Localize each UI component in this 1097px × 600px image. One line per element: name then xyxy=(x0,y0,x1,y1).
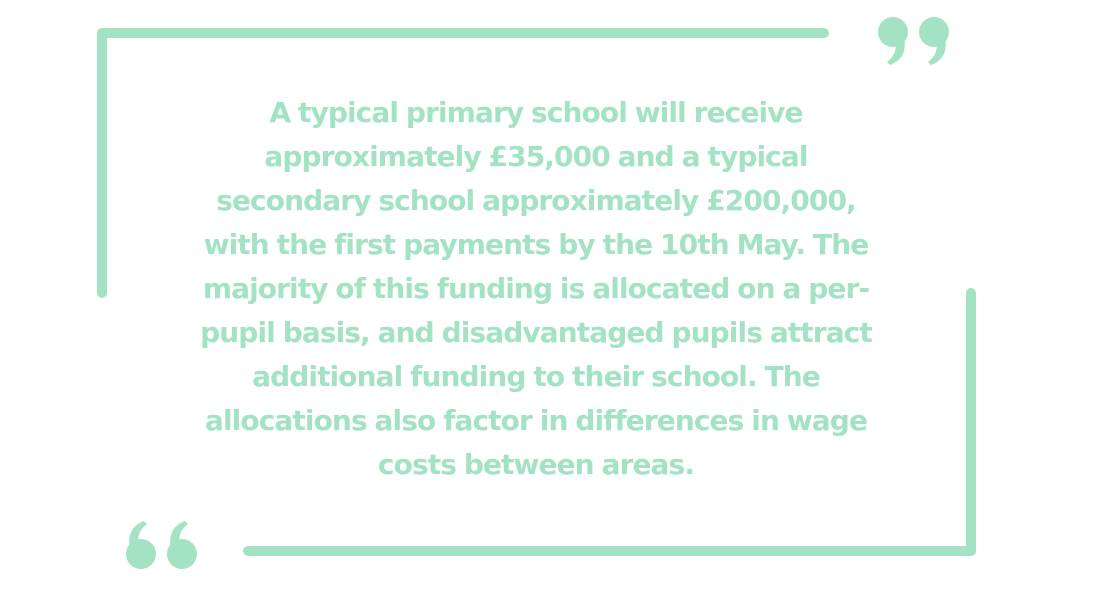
quote-text: A typical primary school will receive approximately £35,000 and a typical secondary school approximately £200,000, with the first payments by the 10th May. The majority of this funding is allocated on a per- pupil basis, and disadvantaged pupils attract additional funding to their school. The allocations also factor in differences in wage costs between areas. xyxy=(200,96,872,481)
close-quote-icon xyxy=(877,16,957,66)
frame-left-line xyxy=(97,28,107,298)
frame-right-line xyxy=(966,288,976,556)
open-quote-icon xyxy=(118,520,198,570)
frame-bottom-line xyxy=(243,546,976,556)
frame-top-line xyxy=(97,28,829,38)
